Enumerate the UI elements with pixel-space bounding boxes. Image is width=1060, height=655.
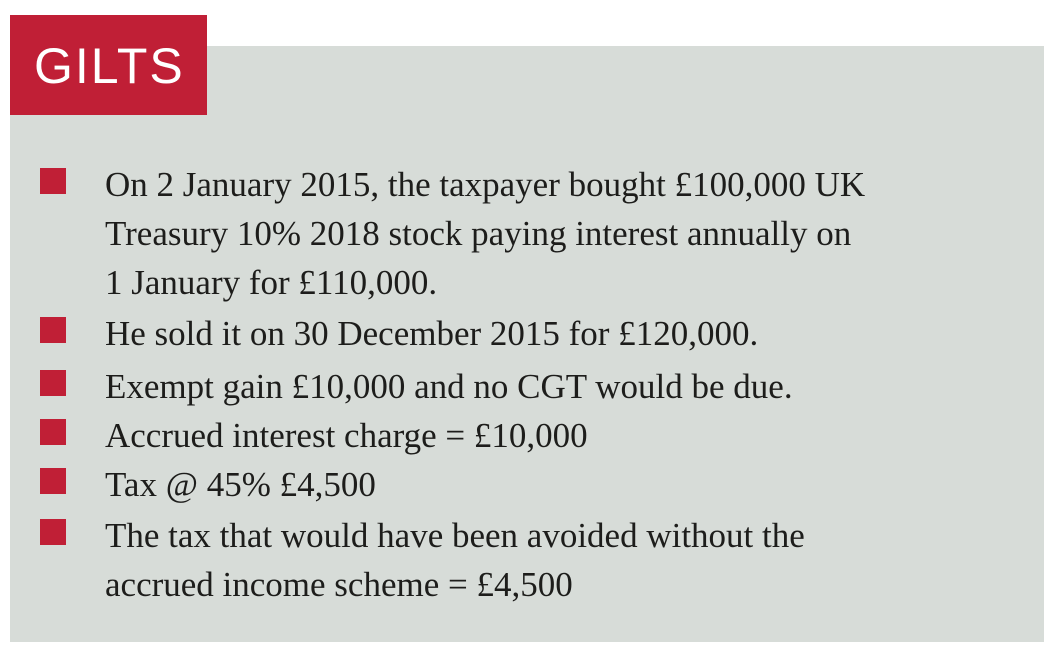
list-item-line: Tax @ 45% £4,500 xyxy=(105,465,376,504)
list-item-line: He sold it on 30 December 2015 for £120,000. xyxy=(105,314,759,353)
list-item-line: Treasury 10% 2018 stock paying interest annually on xyxy=(105,214,852,253)
bullet-square-icon xyxy=(40,468,66,494)
list-item-line: On 2 January 2015, the taxpayer bought £100,000 UK xyxy=(105,165,866,204)
bullet-square-icon xyxy=(40,419,66,445)
list-item-line: Accrued interest charge = £10,000 xyxy=(105,416,588,455)
list-item-line: Exempt gain £10,000 and no CGT would be due. xyxy=(105,367,793,406)
bullet-square-icon xyxy=(40,519,66,545)
panel-title: GILTS xyxy=(10,15,207,115)
list-item-line: accrued income scheme = £4,500 xyxy=(105,565,573,604)
bullet-square-icon xyxy=(40,168,66,194)
list-item-line: 1 January for £110,000. xyxy=(105,263,438,302)
bullet-square-icon xyxy=(40,370,66,396)
bullet-square-icon xyxy=(40,317,66,343)
list-item-line: The tax that would have been avoided without the xyxy=(105,516,805,555)
